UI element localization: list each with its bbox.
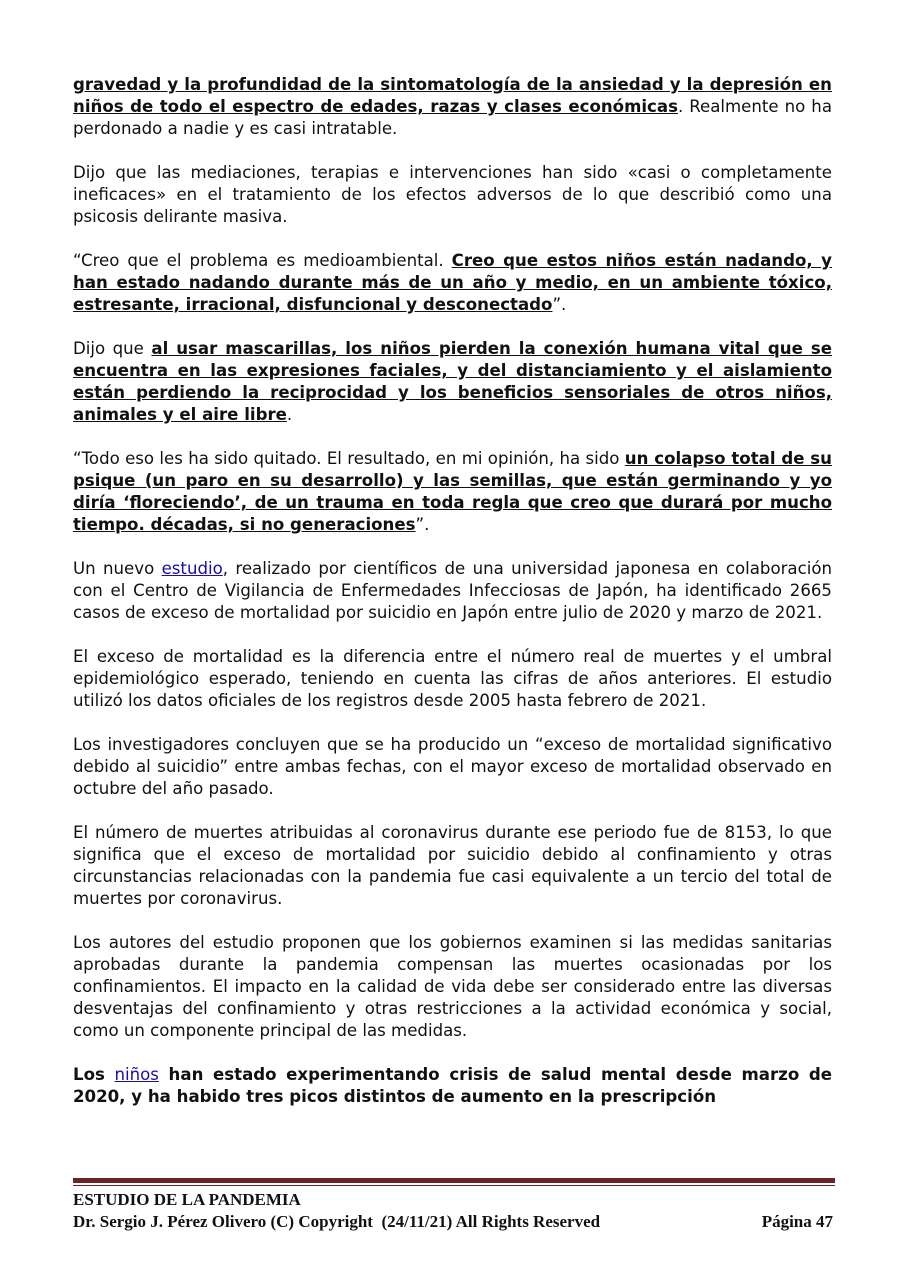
emphasis-text: gravedad y la profundidad de la sintomatología de la ansiedad y la depresión en niños de todo el espectro de edades, razas y clases económicas — [73, 75, 832, 116]
footer-rule-thick — [73, 1178, 835, 1183]
paragraph — [73, 646, 832, 712]
text-segment: Un nuevo — [73, 559, 162, 578]
footer-line — [73, 1212, 833, 1232]
paragraph — [73, 338, 832, 426]
document-body — [73, 74, 832, 1130]
emphasis-text: un colapso total de su psique (un paro en su desarrollo) y las semillas, que están germinando y yo diría ‘floreciendo’, de un trauma en toda regla que creo que durará por mucho tiempo. décadas, si no generaciones — [73, 449, 832, 534]
footer-title: ESTUDIO DE LA PANDEMIA — [73, 1190, 301, 1209]
text-segment: “Todo eso les ha sido quitado. El resultado, en mi opinión, ha sido — [73, 449, 625, 468]
text-segment: Dijo que las mediaciones, terapias e intervenciones han sido «casi o completamente ineficaces» en el tratamiento de los efectos adversos de lo que describió como una psicosis delirante masiva. — [73, 163, 832, 226]
link-estudio[interactable]: estudio — [161, 559, 223, 578]
text-segment: han estado experimentando crisis de salud mental desde marzo de 2020, y ha habido tres picos distintos de aumento en la prescripción — [73, 1065, 832, 1106]
text-segment: El número de muertes atribuidas al coronavirus durante ese periodo fue de 8153, lo que significa que el exceso de mortalidad por suicidio debido al confinamiento y otras circunstancias relacionadas con la pandemia fue casi equivalente a un tercio del total de muertes por coronavirus. — [73, 823, 832, 908]
footer-copyright: Dr. Sergio J. Pérez Olivero (C) Copyright (24/11/21) All Rights Reserved — [73, 1212, 601, 1231]
text-segment: , realizado por científicos de una universidad japonesa en colaboración con el Centro de Vigilancia de Enfermedades Infecciosas de Japón, ha identificado 2665 casos de exceso de mortalidad por suicidio en Japón entre julio de 2020 y marzo de 2021. — [73, 559, 832, 622]
text-segment: . — [286, 405, 293, 424]
text-segment: Los investigadores concluyen que se ha producido un “exceso de mortalidad significativo debido al suicidio” entre ambas fechas, con el mayor exceso de mortalidad observado en octubre del año pasado. — [73, 735, 832, 798]
paragraph — [73, 558, 832, 624]
text-segment: Los — [73, 1065, 115, 1084]
paragraph — [73, 822, 832, 910]
paragraph — [73, 162, 832, 228]
paragraph — [73, 734, 832, 800]
text-segment: Dijo que — [73, 339, 152, 358]
paragraph — [73, 74, 832, 140]
emphasis-text: al usar mascarillas, los niños pierden la conexión humana vital que se encuentra en las expresiones faciales, y del distanciamiento y el aislamiento están perdiendo la reciprocidad y los beneficios sensoriales de otros niños, animales y el aire libre — [73, 339, 832, 424]
text-segment: ”. — [415, 515, 430, 534]
text-segment: El exceso de mortalidad es la diferencia entre el número real de muertes y el umbral epidemiológico esperado, teniendo en cuenta las cifras de años anteriores. El estudio utilizó los datos oficiales de los registros desde 2005 hasta febrero de 2021. — [73, 647, 832, 710]
text-segment: ”. — [552, 295, 567, 314]
page-number: Página 47 — [761, 1212, 833, 1231]
text-segment: . Realmente no ha perdonado a nadie y es casi intratable. — [73, 97, 832, 138]
link-niños[interactable]: niños — [114, 1065, 159, 1084]
footer-rule-thin — [73, 1185, 835, 1186]
paragraph — [73, 932, 832, 1042]
paragraph — [73, 250, 832, 316]
text-segment: “Creo que el problema es medioambiental. — [73, 251, 452, 270]
text-segment: Los autores del estudio proponen que los gobiernos examinen si las medidas sanitarias aprobadas durante la pandemia compensan las muertes ocasionadas por los confinamientos. El impacto en la calidad de vida debe ser considerado entre las diversas desventajas del confinamiento y otras restricciones a la actividad económica y social, como un componente principal de las medidas. — [73, 933, 832, 1040]
paragraph — [73, 1064, 832, 1108]
paragraph — [73, 448, 832, 536]
emphasis-text: Creo que estos niños están nadando, y han estado nadando durante más de un año y medio, en un ambiente tóxico, estresante, irracional, disfuncional y desconectado — [73, 251, 832, 314]
